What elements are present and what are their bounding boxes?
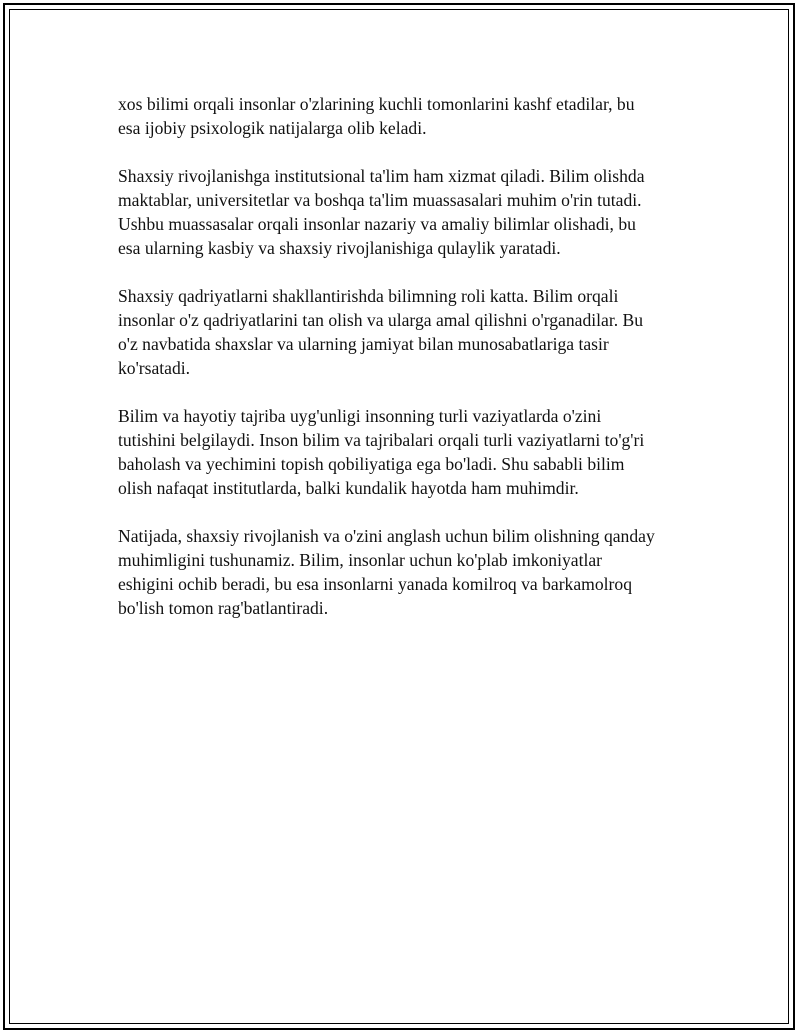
text-line: esa ularning kasbiy va shaxsiy rivojlanishiga qulaylik yaratadi. <box>118 238 561 258</box>
text-line: o'z navbatida shaxslar va ularning jamiyat bilan munosabatlariga tasir <box>118 334 609 354</box>
text-line: esa ijobiy psixologik natijalarga olib keladi. <box>118 118 427 138</box>
text-line: Bilim va hayotiy tajriba uyg'unligi insonning turli vaziyatlarda o'zini <box>118 406 602 426</box>
paragraph-3 <box>118 284 698 380</box>
text-line: maktablar, universitetlar va boshqa ta'lim muassasalari muhim o'rin tutadi. <box>118 190 642 210</box>
text-line: xos bilimi orqali insonlar o'zlarining kuchli tomonlarini kashf etadilar, bu <box>118 94 635 114</box>
text-line: Shaxsiy qadriyatlarni shakllantirishda bilimning roli katta. Bilim orqali <box>118 286 619 306</box>
text-line: baholash va yechimini topish qobiliyatiga ega bo'ladi. Shu sababli bilim <box>118 454 625 474</box>
text-line: bo'lish tomon rag'batlantiradi. <box>118 598 329 618</box>
text-line: insonlar o'z qadriyatlarini tan olish va ularga amal qilishni o'rganadilar. Bu <box>118 310 644 330</box>
text-line: Natijada, shaxsiy rivojlanish va o'zini anglash uchun bilim olishning qanday <box>118 526 655 546</box>
text-line: muhimligini tushunamiz. Bilim, insonlar uchun ko'plab imkoniyatlar <box>118 550 603 570</box>
text-line: olish nafaqat institutlarda, balki kundalik hayotda ham muhimdir. <box>118 478 579 498</box>
paragraph-4 <box>118 404 698 500</box>
paragraph-2 <box>118 164 698 260</box>
paragraph-1 <box>118 92 698 140</box>
text-line: Shaxsiy rivojlanishga institutsional ta'lim ham xizmat qiladi. Bilim olishda <box>118 166 645 186</box>
text-line: Ushbu muassasalar orqali insonlar nazariy va amaliy bilimlar olishadi, bu <box>118 214 636 234</box>
text-line: tutishini belgilaydi. Inson bilim va tajribalari orqali turli vaziyatlarni to'g'ri <box>118 430 645 450</box>
text-line: eshigini ochib beradi, bu esa insonlarni yanada komilroq va barkamolroq <box>118 574 632 594</box>
text-line: ko'rsatadi. <box>118 358 191 378</box>
paragraph-5 <box>118 524 698 620</box>
document-body <box>118 92 698 644</box>
